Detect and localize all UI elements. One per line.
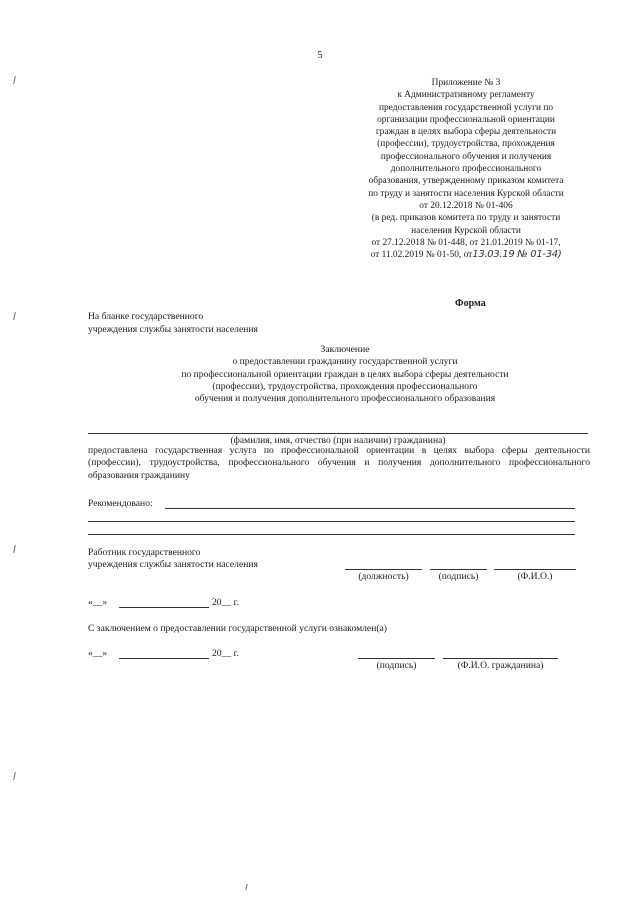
margin-mark [245,884,247,890]
appendix-line: от 20.12.2018 № 01-406 [419,200,513,211]
title-heading: Заключение [320,344,370,355]
title-line: (профессии), трудоустройства, прохождения профессионального [212,380,478,392]
date-month-line [119,658,209,659]
appendix-last-line [340,249,592,261]
citizen-fio-line [443,658,558,659]
fio-line [494,569,576,570]
appendix-line: образования, утвержденному приказом комитета [368,176,564,187]
citizen-fio-caption: (Ф.И.О. гражданина) [457,660,544,671]
date-year: 20__ г. [212,648,239,659]
appendix-line: (в ред. приказов комитета по труду и занятости [371,213,561,224]
appendix-line: от 27.12.2018 № 01-448, от 21.01.2019 № 01-17, [371,237,561,248]
appendix-line: к Административному регламенту [397,90,535,101]
recommended-label: Рекомендовано: [88,498,153,509]
appendix-line: (профессии), трудоустройства, прохождения [377,139,555,150]
date-year: 20__ г. [212,597,239,608]
appendix-line: граждан в целях выбора сферы деятельности [375,127,557,138]
title-line: о предоставлении гражданину государственной услуги [232,356,458,368]
signature-line [430,569,487,570]
margin-mark [13,772,16,780]
date-day: «__» [88,597,108,608]
appendix-header [340,77,592,261]
margin-mark [13,312,16,320]
appendix-line: профессионального обучения и получения [380,151,552,162]
title-line: по профессиональной ориентации граждан в целях выбора сферы деятельности [181,368,509,380]
recommendation-line [88,521,575,522]
margin-mark [13,545,16,553]
citizen-name-caption: (фамилия, имя, отчество (при наличии) гражданина) [230,435,446,446]
date-day: «__» [88,648,108,659]
acknowledge-text: С заключением о предоставлении государственной услуги ознакомлен(а) [88,623,387,634]
signature-caption: (подпись) [438,571,479,582]
citizen-name-line [88,433,588,434]
title-line: обучения и получения дополнительного профессионального образования [194,393,496,405]
appendix-line: Приложение № 3 [431,78,501,88]
position-caption: (должность) [358,571,409,582]
appendix-line: предоставления государственной услуги по [378,102,554,113]
letterhead-line: На бланке государственного [88,311,204,322]
letterhead-line: учреждения службы занятости населения [88,323,258,335]
letterhead-note [88,311,258,336]
position-line [345,569,422,570]
employee-label-line: Работник государственного [88,547,201,558]
margin-mark [13,76,16,84]
appendix-line: по труду и занятости населения Курской области [368,188,564,199]
citizen-signature-caption: (подпись) [376,660,417,671]
date-month-line [119,607,209,608]
conclusion-body-text: предоставлена государственная услуга по профессиональной ориентации в целях выбора сферы деятельности (профессии), трудоустройства, профессионального обучения и получения дополнительного профессионального образования гражданину [88,445,590,481]
recommendation-line [88,534,575,535]
appendix-printed-text: от 11.02.2019 № 01-50, от [370,250,473,261]
document-title [100,344,590,405]
appendix-line: населения Курской области [411,225,521,236]
citizen-signature-line [358,658,435,659]
handwritten-amendment: 13.03.19 № 01-34) [472,249,562,261]
page-number: 5 [317,50,323,61]
employee-label-line: учреждения службы занятости населения [88,559,258,570]
fio-caption: (Ф.И.О.) [517,571,553,582]
recommendation-line [165,508,575,509]
appendix-line: дополнительного профессионального [390,164,542,175]
form-label: Форма [455,298,486,309]
appendix-line: организации профессиональной ориентации [377,114,555,125]
